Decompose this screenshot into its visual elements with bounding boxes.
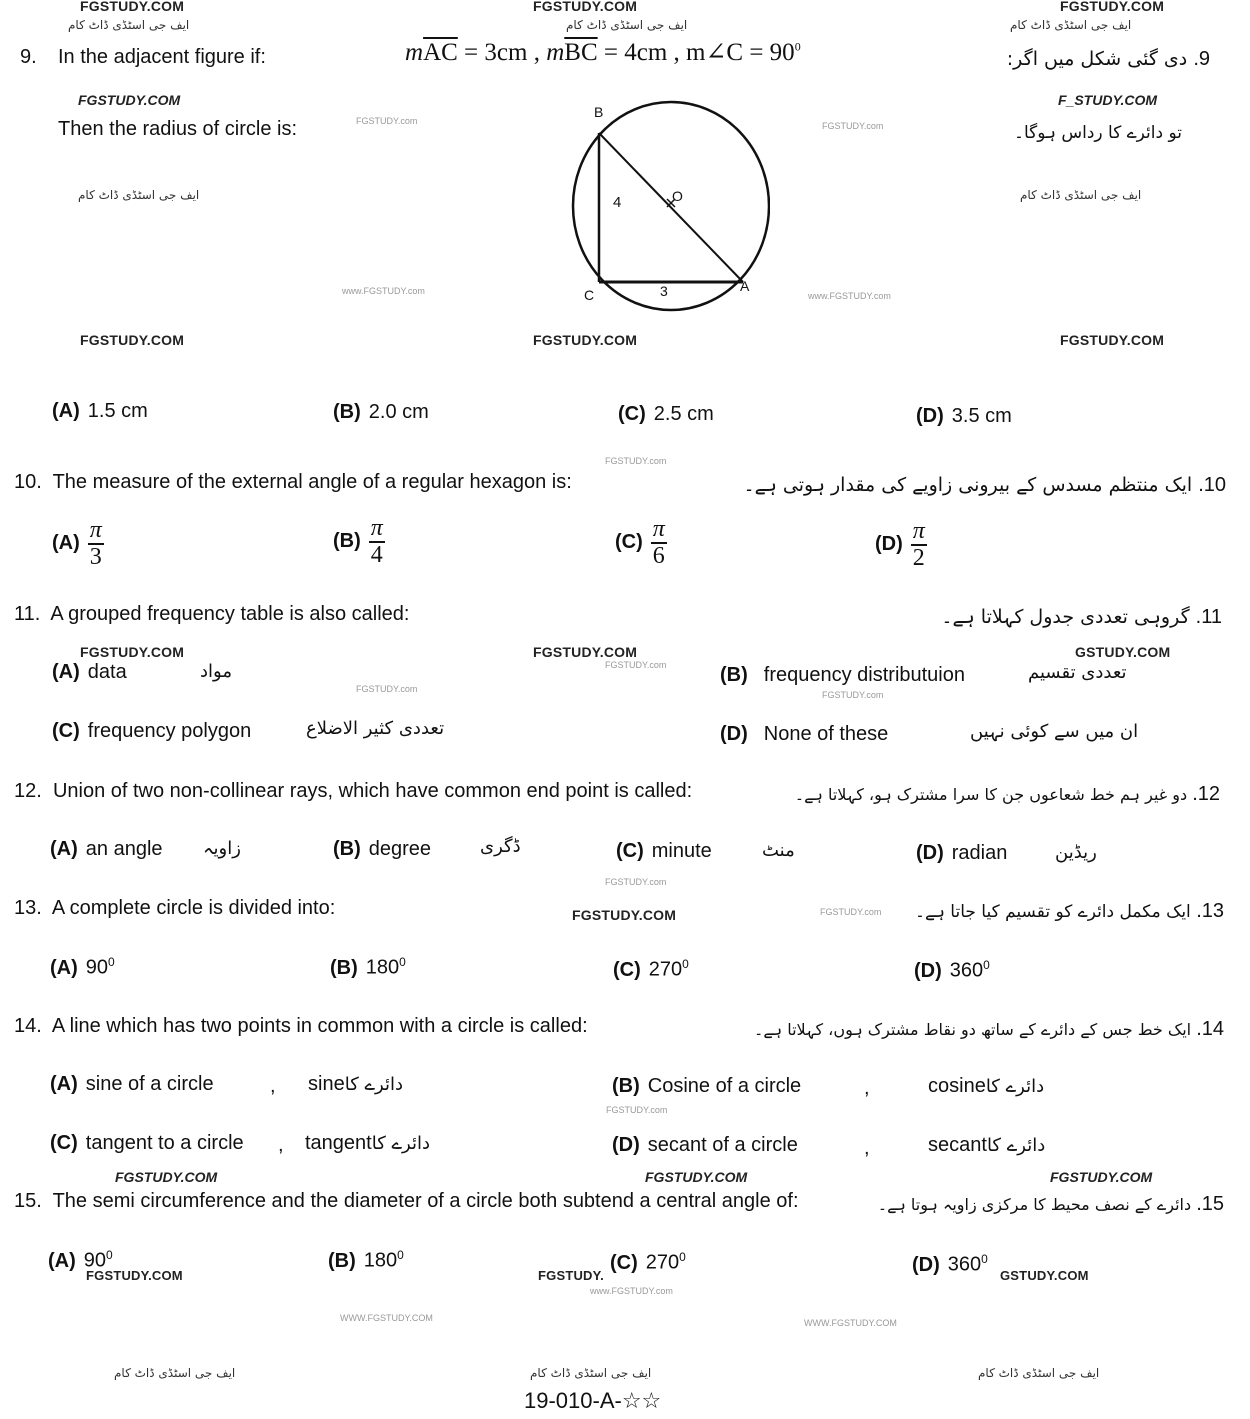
option-d-urdu: ان میں سے کوئی نہیں xyxy=(970,721,1139,742)
watermark-brand: FGSTUDY.COM xyxy=(80,332,185,348)
option-c[interactable]: (C) $270^0$ xyxy=(610,1250,686,1274)
watermark-small: FGSTUDY.com xyxy=(822,690,884,700)
fraction: $\frac{\pi}{2}$ xyxy=(912,518,925,572)
watermark-small: www.FGSTUDY.com xyxy=(342,286,425,296)
watermark-small: FGSTUDY.com xyxy=(606,1105,668,1115)
watermark-small: www.FGSTUDY.com xyxy=(808,291,891,301)
option-a[interactable]: (A) $\frac{\pi}{3}$ xyxy=(52,517,102,571)
option-b-term: cosineدائرے کا xyxy=(928,1075,1045,1097)
question-text: 10. The measure of the external angle of a regular hexagon is: xyxy=(14,471,572,493)
option-c[interactable]: (C) $270^0$ xyxy=(613,957,689,981)
option-a[interactable]: (A) an angle xyxy=(50,838,163,860)
question-text: 11. A grouped frequency table is also called: xyxy=(14,603,410,625)
vertex-c-label: C xyxy=(584,287,595,303)
option-b[interactable]: (B) $180^0$ xyxy=(328,1248,404,1272)
watermark-urdu: ایف جی اسٹڈی ڈاٹ کام xyxy=(1020,188,1142,202)
option-c[interactable]: (C) minute xyxy=(616,840,712,862)
option-a[interactable]: (A) data xyxy=(52,661,127,683)
option-b[interactable]: (B) frequency distributuion xyxy=(720,664,965,686)
option-a[interactable]: (A) 1.5 cm xyxy=(52,400,148,422)
option-a-term: sineدائرے کا xyxy=(308,1073,403,1095)
separator: , xyxy=(278,1134,284,1156)
circle-triangle-diagram xyxy=(560,92,770,312)
segment-ac: $\overline{AC}$ xyxy=(423,39,458,66)
question-urdu: 13. ایک مکمل دائرے کو تقسیم کیا جاتا ہے۔ xyxy=(915,900,1224,922)
question-text: 13. A complete circle is divided into: xyxy=(14,897,336,919)
option-c-urdu: منٹ xyxy=(762,840,795,861)
question-subtext: Then the radius of circle is: xyxy=(58,118,297,140)
separator: , xyxy=(864,1137,870,1159)
paper-code: 19-010-A-☆☆ xyxy=(524,1388,662,1413)
option-b[interactable]: (B) $\frac{\pi}{4}$ xyxy=(333,515,383,569)
option-d-term: secantدائرے کا xyxy=(928,1134,1046,1156)
side-ca-length: 3 xyxy=(660,283,668,299)
option-b[interactable]: (B) 2.0 cm xyxy=(333,401,429,423)
watermark-brand: F_STUDY.COM xyxy=(1058,92,1158,108)
option-c[interactable]: (C) $\frac{\pi}{6}$ xyxy=(615,516,665,570)
vertex-b-label: B xyxy=(594,104,604,120)
option-a-urdu: زاویہ xyxy=(203,838,241,859)
watermark-small: FGSTUDY.com xyxy=(820,907,882,917)
watermark-urdu: ایف جی اسٹڈی ڈاٹ کام xyxy=(78,188,200,202)
side-bc-length: 4 xyxy=(613,194,622,211)
separator: , xyxy=(270,1075,276,1097)
question-text: 14. A line which has two points in common with a circle is called: xyxy=(14,1015,588,1037)
watermark-urdu: ایف جی اسٹڈی ڈاٹ کام xyxy=(978,1366,1100,1380)
watermark-small: FGSTUDY.com xyxy=(605,877,667,887)
watermark-urdu: ایف جی اسٹڈی ڈاٹ کام xyxy=(68,18,190,32)
option-a[interactable]: (A) $90^0$ xyxy=(50,955,115,979)
watermark-brand: FGSTUDY.COM xyxy=(1060,332,1165,348)
question-text: 12. Union of two non-collinear rays, which have common end point is called: xyxy=(14,780,693,802)
watermark-brand: FGSTUDY.COM xyxy=(80,644,185,660)
watermark-small: FGSTUDY.com xyxy=(822,121,884,131)
option-c[interactable]: (C) frequency polygon xyxy=(52,720,252,742)
option-d[interactable]: (D) 3.5 cm xyxy=(916,405,1012,427)
watermark-urdu: ایف جی اسٹڈی ڈاٹ کام xyxy=(566,18,688,32)
watermark-brand: GSTUDY.COM xyxy=(1000,1268,1089,1283)
question-urdu: 12. دو غیر ہم خط شعاعوں جن کا سرا مشترک ہو، کہلاتا ہے۔ xyxy=(794,783,1220,805)
watermark-small: WWW.FGSTUDY.COM xyxy=(804,1318,897,1328)
watermark-urdu: ایف جی اسٹڈی ڈاٹ کام xyxy=(530,1366,652,1380)
question-urdu: 9. دی گئی شکل میں اگر: xyxy=(1006,48,1210,70)
option-d[interactable]: (D) radian xyxy=(916,842,1008,864)
watermark-brand: FGSTUDY. xyxy=(538,1268,604,1283)
segment-bc: $\overline{BC}$ xyxy=(564,39,598,66)
question-urdu: 11. گروہی تعددی جدول کہلاتا ہے۔ xyxy=(941,606,1222,628)
watermark-small: www.FGSTUDY.com xyxy=(590,1286,673,1296)
watermark-small: WWW.FGSTUDY.COM xyxy=(340,1313,433,1323)
option-d[interactable]: (D) secant of a circle xyxy=(612,1134,798,1156)
watermark-brand: FGSTUDY.COM xyxy=(80,0,185,14)
watermark-brand: FGSTUDY.COM xyxy=(1060,0,1165,14)
option-c-urdu: تعددی کثیر الاضلاع xyxy=(306,718,445,739)
option-b[interactable]: (B) Cosine of a circle xyxy=(612,1075,802,1097)
option-d[interactable]: (D) $\frac{\pi}{2}$ xyxy=(875,518,925,572)
option-b[interactable]: (B) degree xyxy=(333,838,432,860)
option-c[interactable]: (C) 2.5 cm xyxy=(618,403,714,425)
option-d-urdu: ریڈین xyxy=(1055,842,1097,863)
option-c[interactable]: (C) tangent to a circle xyxy=(50,1132,244,1154)
question-urdu-subtext: تو دائرے کا رداس ہوگا۔ xyxy=(1014,123,1182,143)
option-b-urdu: ڈگری xyxy=(480,836,521,857)
watermark-urdu: ایف جی اسٹڈی ڈاٹ کام xyxy=(1010,18,1132,32)
center-o-label: O xyxy=(672,188,683,204)
watermark-brand: FGSTUDY.COM xyxy=(645,1169,748,1185)
question-number: 9. xyxy=(20,46,37,68)
watermark-brand: FGSTUDY.COM xyxy=(533,0,638,14)
question-urdu: 15. دائرے کے نصف محیط کا مرکزی زاویہ ہوتا ہے۔ xyxy=(877,1193,1224,1215)
option-a[interactable]: (A) sine of a circle xyxy=(50,1073,214,1095)
fraction: $\frac{\pi}{4}$ xyxy=(370,515,383,569)
watermark-brand: FGSTUDY.COM xyxy=(1050,1169,1153,1185)
watermark-small: FGSTUDY.com xyxy=(605,660,667,670)
watermark-brand: FGSTUDY.COM xyxy=(572,907,677,923)
fraction: $\frac{\pi}{6}$ xyxy=(652,516,665,570)
watermark-brand: GSTUDY.COM xyxy=(1075,644,1171,660)
given-values: $m\overline{AC} = 3cm$ , $m\overline{BC} = 4cm$ , m∠C = $90^0$ xyxy=(405,39,801,66)
option-a[interactable]: (A) $90^0$ xyxy=(48,1248,113,1272)
watermark-brand: FGSTUDY.COM xyxy=(533,332,638,348)
separator: , xyxy=(864,1077,870,1099)
circle-figure xyxy=(560,92,770,312)
question-text: In the adjacent figure if: xyxy=(58,46,266,68)
option-d[interactable]: (D) $360^0$ xyxy=(912,1252,988,1276)
watermark-urdu: ایف جی اسٹڈی ڈاٹ کام xyxy=(114,1366,236,1380)
watermark-brand: FGSTUDY.COM xyxy=(533,644,638,660)
question-urdu: 14. ایک خط جس کے دائرے کے ساتھ دو نقاط مشترک ہوں، کہلاتا ہے۔ xyxy=(753,1018,1224,1040)
vertex-a-label: A xyxy=(740,278,750,294)
option-d[interactable]: (D) $360^0$ xyxy=(914,958,990,982)
question-text: 15. The semi circumference and the diameter of a circle both subtend a central angle of: xyxy=(14,1190,799,1212)
question-urdu: 10. ایک منتظم مسدس کے بیرونی زاویے کی مقدار ہوتی ہے۔ xyxy=(743,474,1226,496)
fraction: $\frac{\pi}{3}$ xyxy=(89,517,102,571)
option-c-term: tangentدائرے کا xyxy=(305,1132,431,1154)
watermark-brand: FGSTUDY.COM xyxy=(78,92,181,108)
watermark-brand: FGSTUDY.COM xyxy=(86,1268,183,1283)
option-a-urdu: مواد xyxy=(200,661,232,682)
watermark-small: FGSTUDY.com xyxy=(605,456,667,466)
watermark-brand: FGSTUDY.COM xyxy=(115,1169,218,1185)
option-d[interactable]: (D) None of these xyxy=(720,723,889,745)
watermark-small: FGSTUDY.com xyxy=(356,116,418,126)
option-b-urdu: تعددی تقسیم xyxy=(1028,662,1127,683)
option-b[interactable]: (B) $180^0$ xyxy=(330,955,406,979)
watermark-small: FGSTUDY.com xyxy=(356,684,418,694)
